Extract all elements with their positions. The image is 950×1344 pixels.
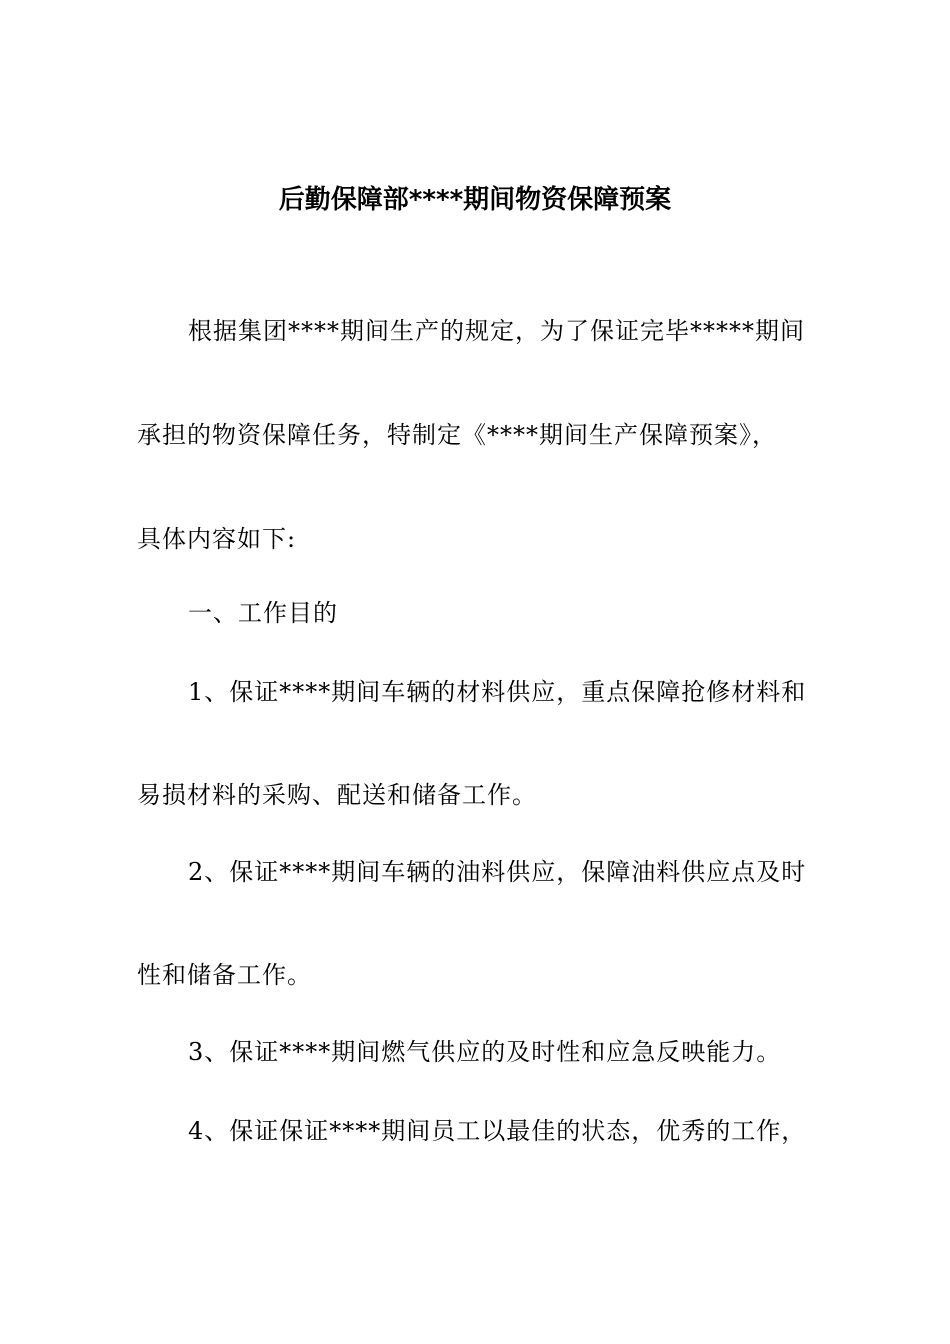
list-item-line: 3、保证****期间燃气供应的及时性和应急反映能力。 — [188, 1038, 782, 1066]
paragraph-line: 根据集团****期间生产的规定，为了保证完毕*****期间 — [188, 317, 805, 345]
list-item-line: 4、保证保证****期间员工以最佳的状态，优秀的工作， — [188, 1117, 807, 1145]
list-item-line: 2、保证****期间车辆的油料供应，保障油料供应点及时 — [188, 858, 807, 886]
list-item-line: 性和储备工作。 — [137, 961, 312, 989]
paragraph-line: 具体内容如下: — [137, 525, 297, 553]
list-item-line: 1、保证****期间车辆的材料供应，重点保障抢修材料和 — [188, 678, 807, 706]
section-heading: 一、工作目的 — [188, 599, 338, 627]
list-item-line: 易损材料的采购、配送和储备工作。 — [137, 781, 537, 809]
paragraph-line: 承担的物资保障任务，特制定《****期间生产保障预案》， — [137, 421, 777, 449]
document-title: 后勤保障部****期间物资保障预案 — [278, 185, 672, 215]
